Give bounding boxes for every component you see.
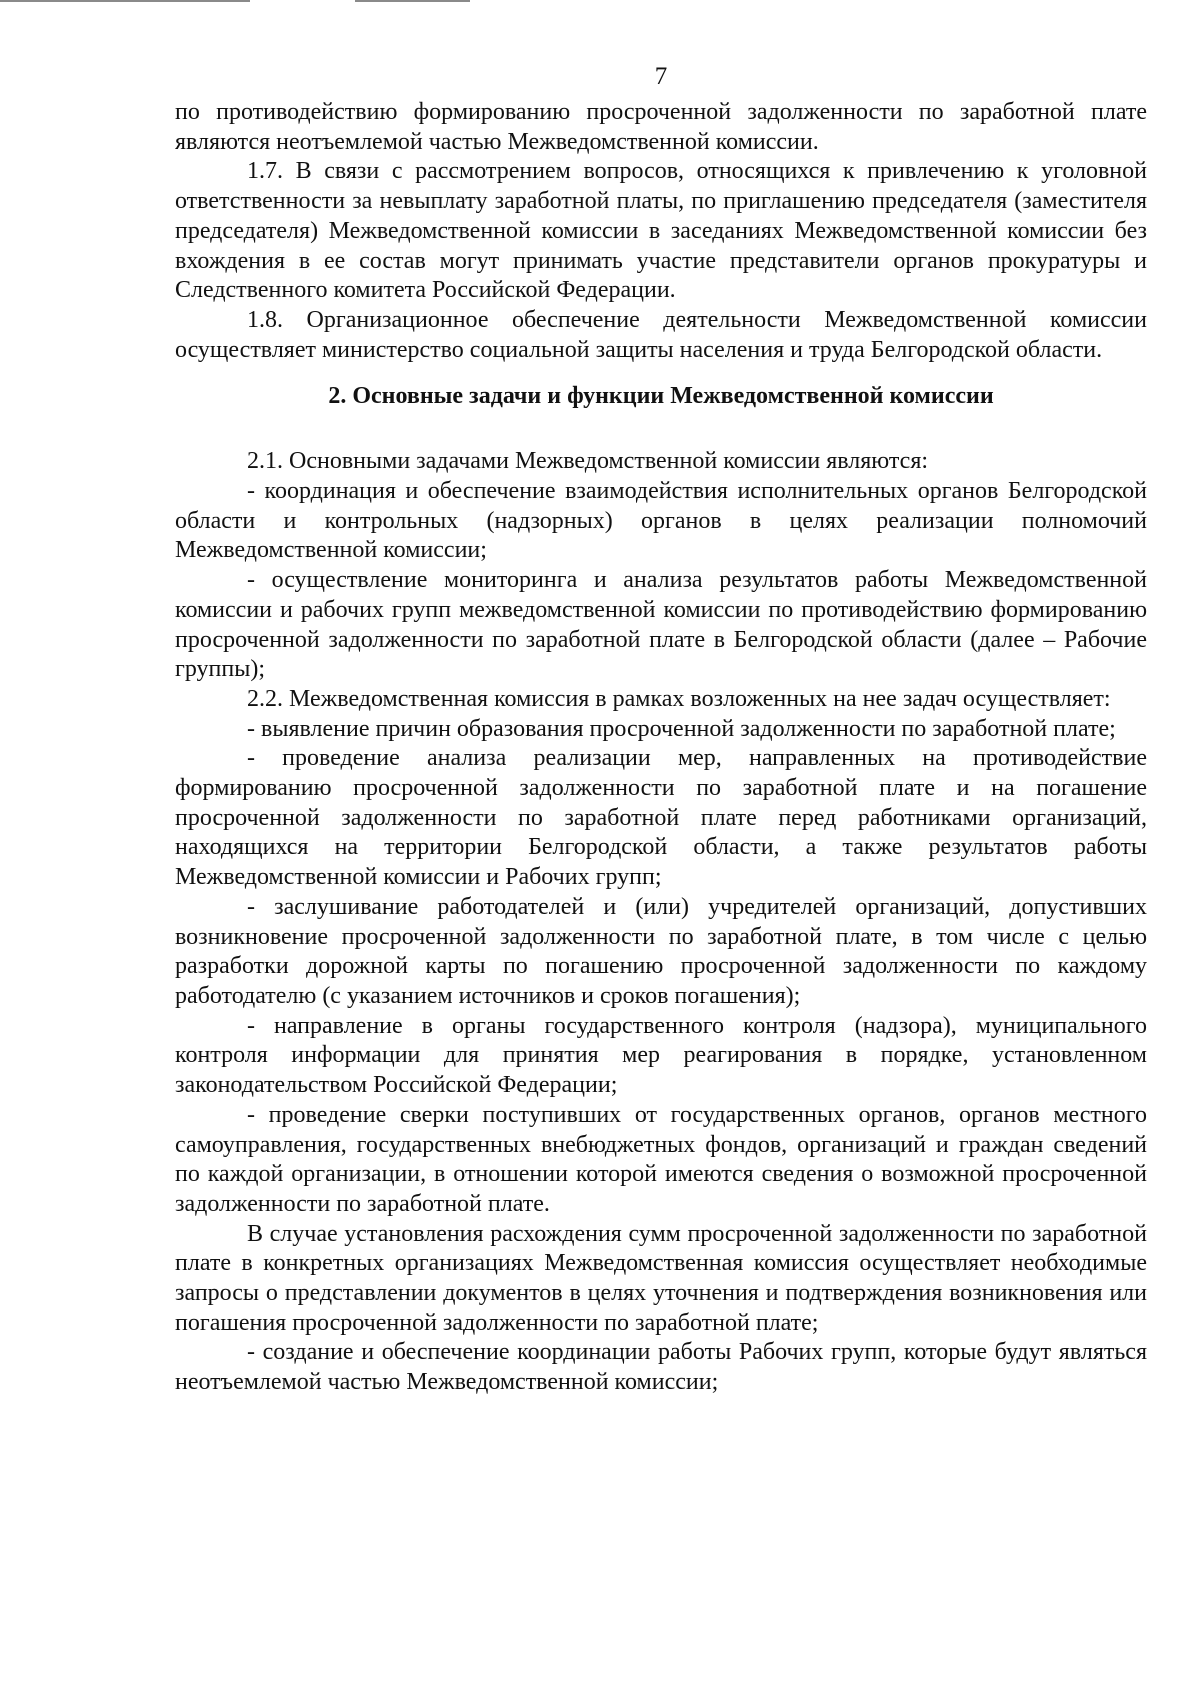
list-item: - осуществление мониторинга и анализа результатов работы Межведомственной комиссии и рабочих групп межведомственной комиссии по противодействию формированию просроченной задолженности по заработной плате в Белгородской области (далее – Рабочие группы); bbox=[175, 567, 1147, 683]
list-item: - выявление причин образования просроченной задолженности по заработной плате; bbox=[247, 715, 1116, 742]
paragraph-1-8: 1.8. Организационное обеспечение деятельности Межведомственной комиссии осуществляет министерство социальной защиты населения и труда Белгородской области. bbox=[175, 306, 1147, 363]
list-item: - проведение сверки поступивших от государственных органов, органов местного самоуправления, государственных внебюджетных фондов, организаций и граждан сведений по каждой организации, в отношении которой имеются сведения о возможной просроченной задолженности по заработной плате. bbox=[175, 1101, 1147, 1217]
paragraphs-before-heading bbox=[175, 98, 1147, 365]
list-item: - координация и обеспечение взаимодействия исполнительных органов Белгородской области и контрольных (надзорных) органов в целях реализации полномочий Межведомственной комиссии; bbox=[175, 478, 1147, 564]
paragraph-1-7: 1.7. В связи с рассмотрением вопросов, относящихся к привлечению к уголовной ответственности за невыплату заработной платы, по приглашению председателя (заместителя председателя) Межведомственной комиссии в заседаниях Межведомственной комиссии без вхождения в ее состав могут принимать участие представители органов прокуратуры и Следственного комитета Российской Федерации. bbox=[175, 158, 1147, 304]
section-heading: 2. Основные задачи и функции Межведомственной комиссии bbox=[328, 383, 994, 410]
paragraph: В случае установления расхождения сумм просроченной задолженности по заработной плате в конкретных организациях Межведомственная комиссия осуществляет необходимые запросы о представлении документов в целях уточнения и подтверждения возникновения или погашения просроченной задолженности по заработной плате; bbox=[175, 1220, 1147, 1336]
list-item: - направление в органы государственного контроля (надзора), муниципального контроля информации для принятия мер реагирования в порядке, установленном законодательством Российской Федерации; bbox=[175, 1012, 1147, 1099]
paragraph-2-1: 2.1. Основными задачами Межведомственной комиссии являются: bbox=[247, 448, 929, 475]
paragraph-2-2: 2.2. Межведомственная комиссия в рамках возложенных на нее задач осуществляет: bbox=[247, 685, 1111, 712]
paragraphs-after-heading bbox=[175, 447, 1147, 1398]
paragraph: по противодействию формированию просроченной задолженности по заработной плате являются неотъемлемой частью Межведомственной комиссии. bbox=[175, 99, 1147, 155]
list-item: - заслушивание работодателей и (или) учредителей организаций, допустивших возникновение просроченной задолженности по заработной плате, в том числе с целью разработки дорожной карты по погашению просроченной задолженности по каждому работодателю (с указанием источников и сроков погашения); bbox=[175, 893, 1147, 1009]
list-item: - проведение анализа реализации мер, направленных на противодействие формированию просроченной задолженности по заработной плате и на погашение просроченной задолженности по заработной плате перед работниками организаций, находящихся на территории Белгородской области, а также результатов работы Межведомственной комиссии и Рабочих групп; bbox=[175, 745, 1147, 891]
document-page bbox=[175, 62, 1147, 1398]
page-number: 7 bbox=[654, 63, 668, 90]
scan-edge-line-left bbox=[0, 0, 250, 2]
scan-edge-line-right bbox=[355, 0, 470, 2]
list-item: - создание и обеспечение координации работы Рабочих групп, которые будут являться неотъемлемой частью Межведомственной комиссии; bbox=[175, 1339, 1147, 1396]
